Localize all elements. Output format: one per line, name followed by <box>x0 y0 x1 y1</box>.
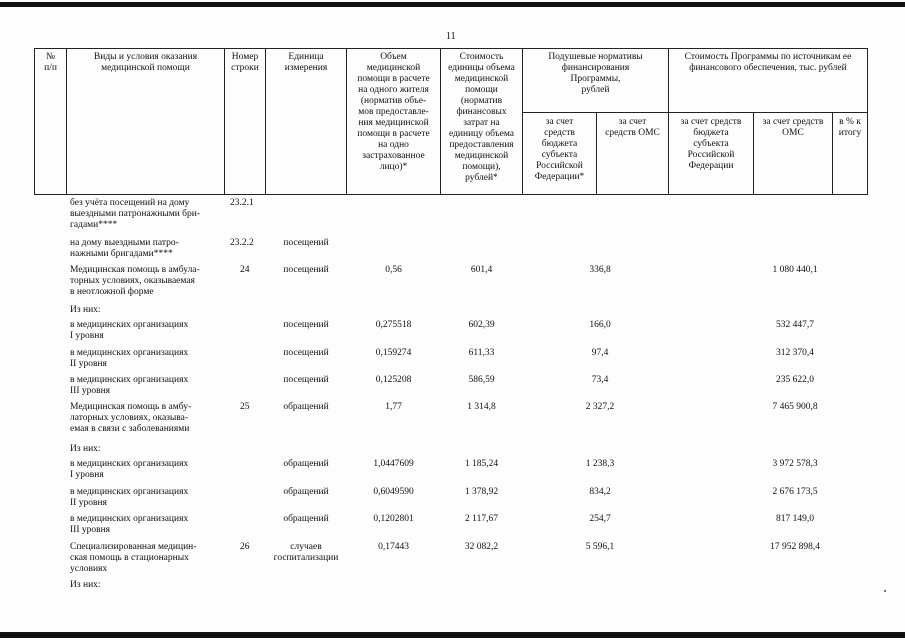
header-types: Виды и условия оказания медицинской помощи <box>93 52 198 73</box>
header-volume: Объем медицинской помощи в расчете на одного жителя (норматив объе- мов предоставле- ния медицинской помощи в расчете на одно застрахованное лицо)* <box>357 52 430 172</box>
row-number: 23.2.2 <box>230 238 254 248</box>
header-program-budget: за счет средств бюджета субъекта Российской Федерации <box>680 117 742 171</box>
row-program-oms: 3 972 578,3 <box>772 459 818 469</box>
row-cost: 1 185,24 <box>464 459 499 469</box>
row-volume: 0,56 <box>385 265 402 275</box>
row-volume: 0,125208 <box>375 375 412 385</box>
row-unit: обращений <box>283 459 329 469</box>
header-program-cost: Стоимость Программы по источникам ее финансового обеспечения, тыс. рублей <box>684 52 852 73</box>
header-program-oms: за счет средств ОМС <box>762 117 824 138</box>
header-program-pct: в % к итогу <box>838 117 862 138</box>
header-cost: Стоимость единицы объема медицинской помощи (норматив финансовых затрат на единицу объема предоставления медицинской помощи), рублей* <box>448 52 515 183</box>
header-row-no: Номер строки <box>231 52 259 73</box>
row-number: 23.2.1 <box>230 198 254 208</box>
row-name: в медицинских организациях III уровня <box>70 514 189 535</box>
row-volume: 0,6049590 <box>373 487 414 497</box>
row-name: без учёта посещений на дому выездными патронажными бри- гадами**** <box>70 198 201 230</box>
row-program-oms: 7 465 900,8 <box>772 402 818 412</box>
row-name: в медицинских организациях II уровня <box>70 487 189 508</box>
page-number: 11 <box>446 31 456 42</box>
row-per-capita-oms: 5 596,1 <box>585 542 615 552</box>
row-per-capita-oms: 834,2 <box>589 487 611 497</box>
row-program-oms: 17 952 898,4 <box>770 542 820 552</box>
row-unit: обращений <box>283 402 329 412</box>
header-top-line <box>34 48 868 49</box>
row-per-capita-oms: 2 327,2 <box>585 402 615 412</box>
row-unit: обращений <box>283 487 329 497</box>
row-number: 24 <box>240 265 250 275</box>
row-cost: 586,59 <box>468 375 495 385</box>
row-per-capita-oms: 1 238,3 <box>585 459 615 469</box>
row-number: 25 <box>240 402 250 412</box>
row-volume: 1,77 <box>385 402 402 412</box>
header-per-capita-oms: за счет средств ОМС <box>605 117 660 138</box>
row-per-capita-oms: 97,4 <box>591 348 609 358</box>
row-cost: 2 117,67 <box>465 514 498 524</box>
row-unit: посещений <box>283 348 329 358</box>
program-subheader-line <box>668 112 868 113</box>
row-program-oms: 312 370,4 <box>776 348 814 358</box>
header-per-capita-budget: за счет средств бюджета субъекта Российской Федерации* <box>534 117 585 182</box>
top-scan-border <box>0 2 905 7</box>
scan-speck <box>884 590 886 592</box>
row-unit: посещений <box>283 238 329 248</box>
row-cost: 602,39 <box>468 320 495 330</box>
header-unit: Единица измерения <box>284 52 328 73</box>
row-unit: посещений <box>283 375 329 385</box>
row-program-oms: 235 622,0 <box>776 375 814 385</box>
row-name: в медицинских организациях III уровня <box>70 375 189 396</box>
row-name: Медицинская помощь в амбу- латорных условиях, оказыва- емая в связи с заболеваниями <box>70 402 192 434</box>
row-program-oms: 1 080 440,1 <box>772 265 818 275</box>
row-name: на дому выездными патро- нажными бригадами**** <box>70 238 179 259</box>
bottom-scan-border <box>0 632 905 638</box>
row-per-capita-oms: 73,4 <box>591 375 609 385</box>
header-per-capita: Подушевые нормативы финансирования Программы, рублей <box>548 52 643 95</box>
row-unit: обращений <box>283 514 329 524</box>
row-program-oms: 532 447,7 <box>776 320 814 330</box>
header-col-line <box>867 48 868 195</box>
row-name: в медицинских организациях II уровня <box>70 348 189 369</box>
row-volume: 0,275518 <box>375 320 412 330</box>
row-name: Специализированная медицин- ская помощь в стационарных условиях <box>70 542 197 574</box>
header-num: № п/п <box>44 52 57 73</box>
header-bottom-line <box>34 194 868 195</box>
row-number: 26 <box>240 542 250 552</box>
row-subheading: Из них: <box>70 444 101 454</box>
row-unit: посещений <box>283 265 329 275</box>
row-unit: случаев госпитализации <box>273 542 339 563</box>
row-name: в медицинских организациях I уровня <box>70 320 189 341</box>
row-subheading: Из них: <box>70 305 101 315</box>
row-cost: 1 314,8 <box>467 402 496 412</box>
row-per-capita-oms: 336,8 <box>589 265 611 275</box>
row-per-capita-oms: 166,0 <box>589 320 611 330</box>
row-name: Медицинская помощь в амбула- торных условиях, оказываемая в неотложной форме <box>70 265 200 297</box>
row-program-oms: 2 676 173,5 <box>772 487 818 497</box>
row-volume: 0,1202801 <box>373 514 414 524</box>
row-cost: 1 378,92 <box>464 487 499 497</box>
row-cost: 611,33 <box>468 348 495 358</box>
row-volume: 1,0447609 <box>373 459 414 469</box>
per-capita-subheader-line <box>522 112 668 113</box>
row-volume: 0,17443 <box>378 542 409 552</box>
row-name: в медицинских организациях I уровня <box>70 459 189 480</box>
row-per-capita-oms: 254,7 <box>589 514 611 524</box>
row-subheading: Из них: <box>70 580 101 590</box>
row-cost: 32 082,2 <box>464 542 499 552</box>
row-program-oms: 817 149,0 <box>776 514 814 524</box>
row-unit: посещений <box>283 320 329 330</box>
row-volume: 0,159274 <box>375 348 412 358</box>
row-cost: 601,4 <box>470 265 493 275</box>
